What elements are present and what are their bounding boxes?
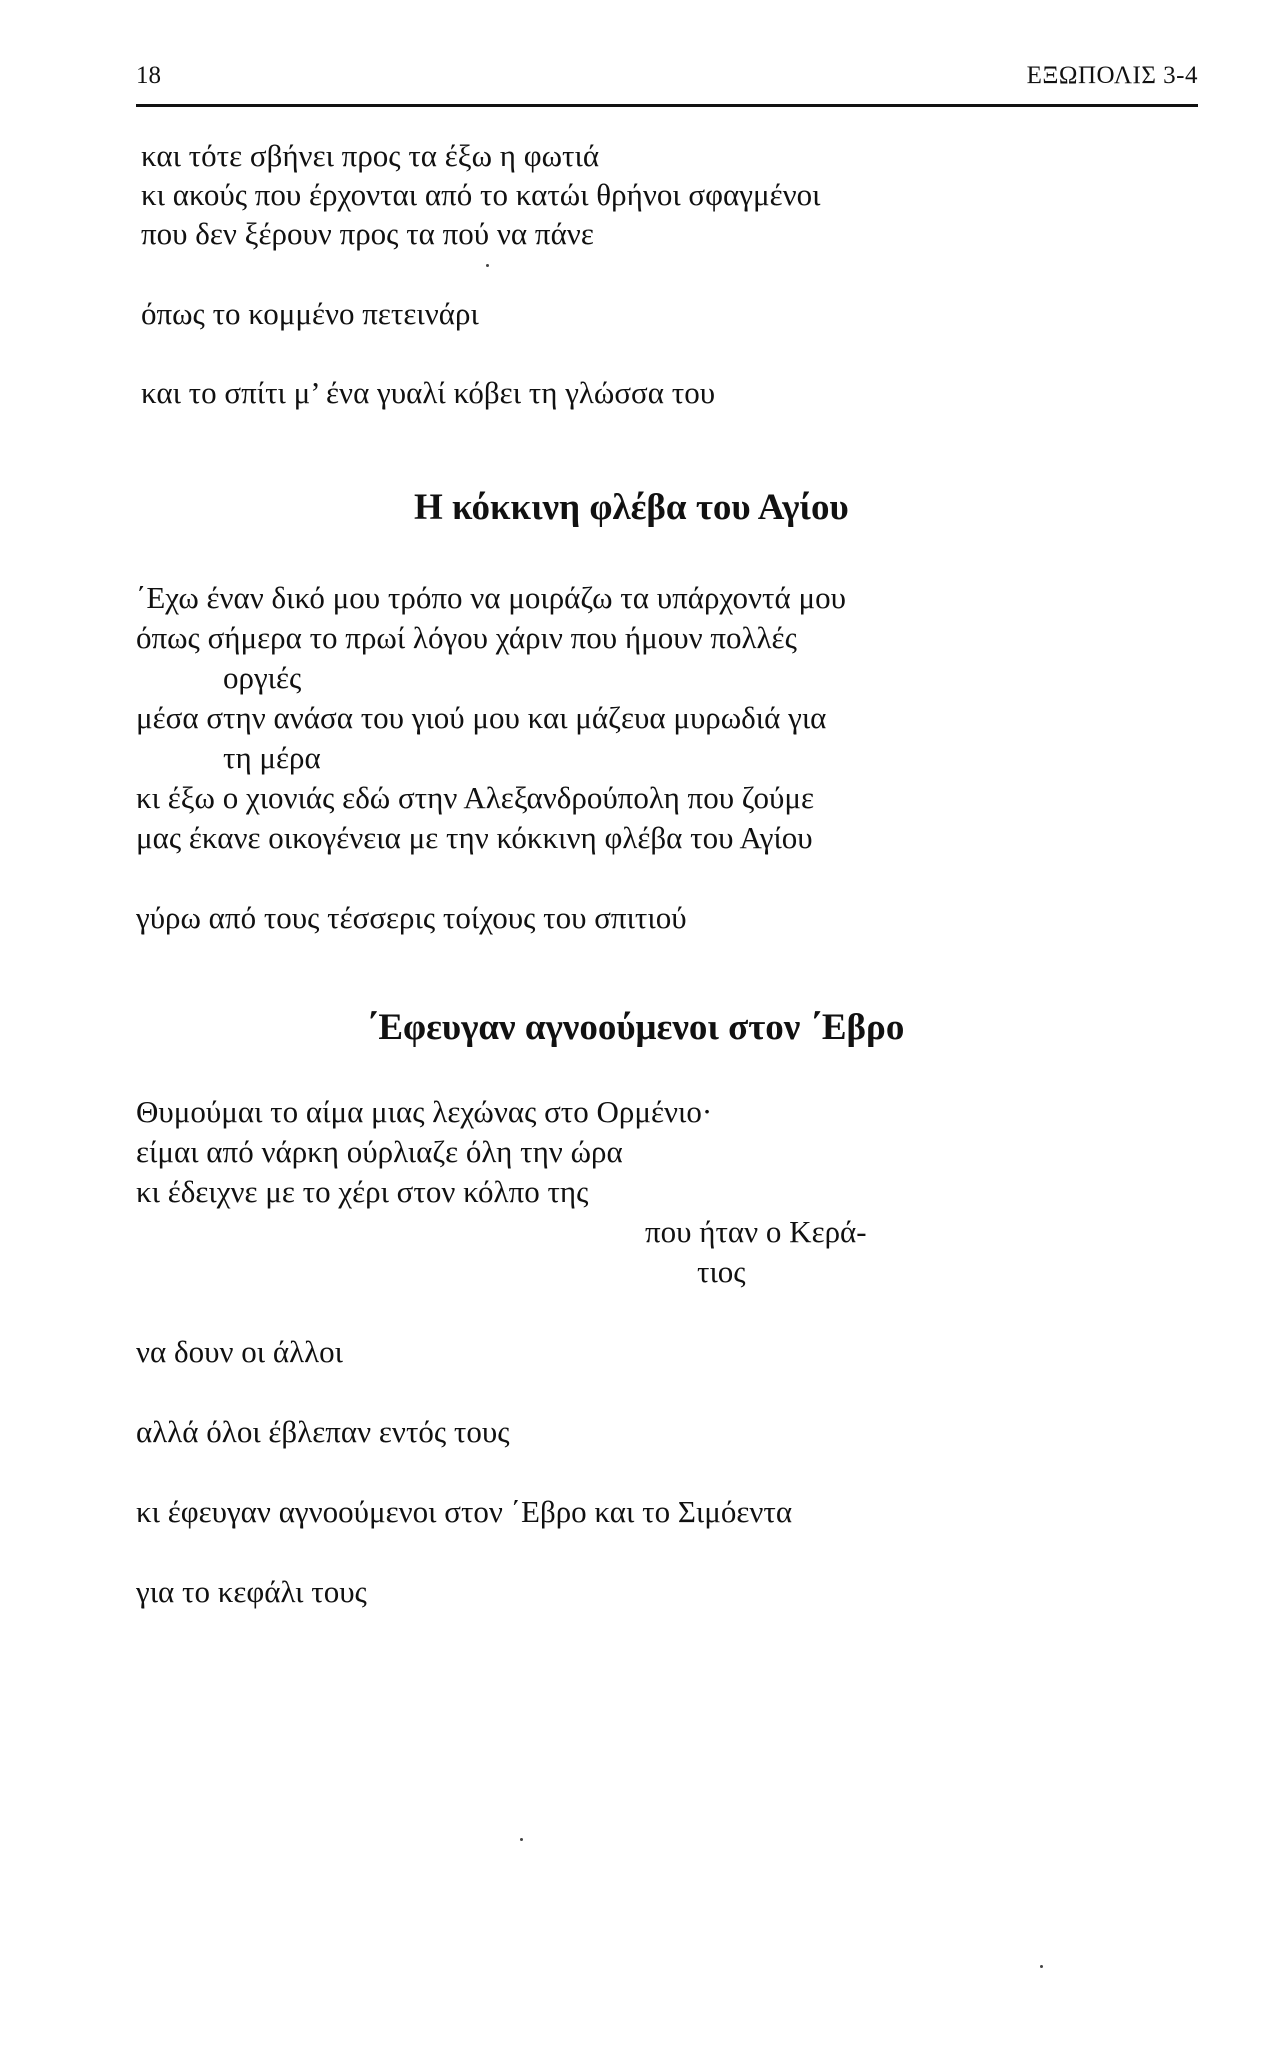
poem3-title: ΄Εφευγαν αγνοούμενοι στον ΄Εβρο xyxy=(366,1007,905,1048)
poem2-line-6: κι έξω ο χιονιάς εδώ στην Αλεξανδρούπολη που ζούμε xyxy=(136,780,814,815)
poem3-line-7: αλλά όλοι έβλεπαν εντός τους xyxy=(136,1414,510,1449)
header-rule xyxy=(136,104,1198,107)
poem3-line-3: κι έδειχνε με το χέρι στον κόλπο της xyxy=(136,1174,589,1209)
scan-speck xyxy=(1040,1965,1043,1968)
journal-title: ΕΞΩΠΟΛΙΣ 3-4 xyxy=(1026,62,1198,89)
poem2-line-2: όπως σήμερα το πρωί λόγου χάριν που ήμουν πολλές xyxy=(136,620,797,655)
poem3-line-8: κι έφευγαν αγνοούμενοι στον ΄Εβρο και το Σιμόεντα xyxy=(136,1494,793,1529)
poem1-line-4: όπως το κομμένο πετεινάρι xyxy=(141,296,479,331)
poem3-line-6: να δουν οι άλλοι xyxy=(136,1334,343,1369)
poem2-line-4: μέσα στην ανάσα του γιού μου και μάζευα μυρωδιά για xyxy=(136,700,827,735)
poem3-line-9: για το κεφάλι τους xyxy=(136,1574,367,1609)
poem3-line-4: που ήταν ο Κερά- xyxy=(645,1214,867,1249)
poem2-line-5: τη μέρα xyxy=(223,740,321,775)
poem2-line-8: γύρω από τους τέσσερις τοίχους του σπιτιού xyxy=(136,900,687,935)
poem1-line-1: και τότε σβήνει προς τα έξω η φωτιά xyxy=(141,138,600,173)
poem2-line-7: μας έκανε οικογένεια με την κόκκινη φλέβα του Αγίου xyxy=(136,820,813,855)
running-head xyxy=(136,58,1198,94)
poem1-line-5: και το σπίτι μ’ ένα γυαλί κόβει τη γλώσσα του xyxy=(141,375,716,410)
scan-speck xyxy=(486,264,489,267)
poem1-line-3: που δεν ξέρουν προς τα πού να πάνε xyxy=(141,216,594,251)
poem2-title: Η κόκκινη φλέβα του Αγίου xyxy=(414,487,849,528)
page-number: 18 xyxy=(136,62,161,89)
scan-speck xyxy=(520,1838,523,1841)
poem3-line-1: Θυμούμαι το αίμα μιας λεχώνας στο Ορμένιο· xyxy=(136,1094,713,1129)
poem2-line-3: οργιές xyxy=(223,660,302,695)
poem1-line-2: κι ακούς που έρχονται από το κατώι θρήνοι σφαγμένοι xyxy=(141,177,821,212)
poem3-line-5: τιος xyxy=(697,1254,746,1289)
poem2-line-1: ΄Εχω έναν δικό μου τρόπο να μοιράζω τα υπάρχοντά μου xyxy=(136,580,846,615)
poem3-line-2: είμαι από νάρκη ούρλιαζε όλη την ώρα xyxy=(136,1134,623,1169)
